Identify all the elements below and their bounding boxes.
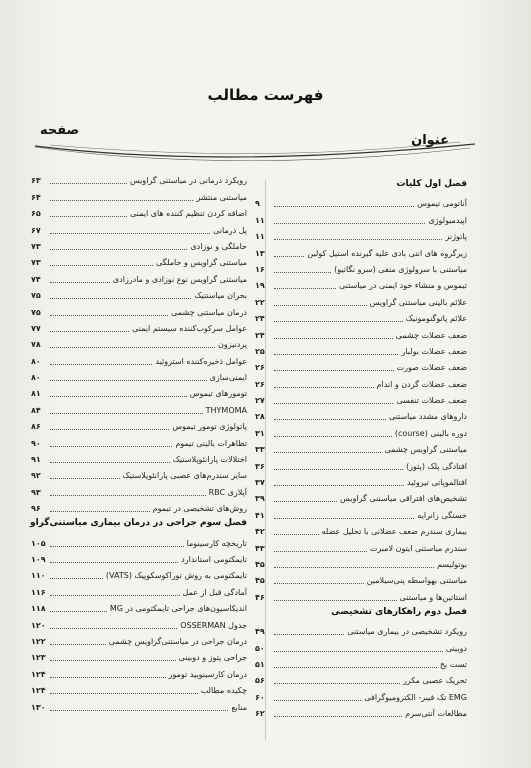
toc-entry — [255, 291, 467, 307]
entry-page-number: ۹ — [255, 199, 260, 209]
dot-leader — [274, 338, 393, 339]
page-column-header: صفحه — [40, 123, 80, 138]
dot-leader — [50, 546, 184, 547]
toc-entry — [255, 209, 467, 225]
dot-leader — [50, 628, 177, 629]
dot-leader — [50, 511, 150, 512]
entry-title: تایمکتومی به روش توراکوسکوپیک (VATS) — [105, 571, 247, 581]
page-title: فهرست مطالب — [207, 86, 324, 104]
toc-entry — [255, 193, 467, 209]
entry-title: پاتوژنز — [445, 232, 467, 242]
toc-entry — [31, 236, 247, 252]
dot-leader — [50, 446, 172, 447]
toc-entry — [31, 170, 247, 186]
entry-page-number: ۷۷ — [31, 323, 41, 333]
dot-leader — [274, 551, 367, 552]
entry-page-number: ۶۵ — [31, 209, 41, 219]
toc-entry — [31, 598, 247, 614]
entry-title: روش‌های تشخیصی در تیموم — [152, 504, 247, 514]
entry-page-number: ۲۶ — [255, 379, 265, 389]
toc-entry — [31, 581, 247, 597]
dot-leader — [274, 370, 394, 371]
entry-title: بیماری سندرم ضعف عضلانی با تحلیل عضله — [321, 527, 467, 537]
entry-page-number: ۷۸ — [31, 340, 41, 350]
toc-entry — [31, 219, 247, 235]
entry-title: پردنیزون — [218, 340, 247, 350]
toc-entry — [31, 449, 247, 465]
dot-leader — [274, 634, 344, 635]
dot-leader — [274, 667, 437, 668]
entry-title: میاستنی بهواسطه پنی‌سیلامین — [366, 576, 467, 586]
toc-entry — [255, 357, 467, 373]
toc-entry — [31, 647, 247, 663]
toc-entry — [31, 549, 247, 565]
entry-page-number: ۹۳ — [31, 487, 41, 497]
entry-title: میاستنی با سرولوژی منفی (سرو نگاتیو) — [334, 264, 467, 274]
entry-title: ضعف عضلات تنفسی — [396, 396, 467, 406]
entry-title: میاستنی منتشر — [196, 192, 247, 202]
entry-title: اندیکاسیون‌های جراحی تایمکتومی در MG — [109, 604, 247, 614]
dot-leader — [50, 380, 207, 381]
entry-page-number: ۱۱۸ — [31, 604, 46, 614]
dot-leader — [274, 436, 392, 437]
toc-entry — [31, 367, 247, 383]
toc-entry — [255, 439, 467, 455]
dot-leader — [50, 413, 203, 414]
dot-leader — [50, 282, 110, 283]
dot-leader — [274, 419, 386, 420]
entry-page-number: ۱۲۴ — [31, 669, 46, 679]
entry-title: دوبینی — [445, 643, 467, 653]
toc-entry — [31, 631, 247, 647]
toc-entry — [255, 670, 467, 686]
chapter-heading: فصل دوم راهکارهای تشخیصی — [331, 606, 467, 617]
toc-entry — [31, 465, 247, 481]
entry-page-number: ۳۶ — [255, 461, 265, 471]
dot-leader — [274, 305, 367, 306]
entry-page-number: ۶۷ — [31, 225, 41, 235]
dot-leader — [274, 354, 398, 355]
toc-entry — [255, 686, 467, 702]
dot-leader — [50, 183, 127, 184]
dot-leader — [274, 239, 442, 240]
entry-title: علائم بالینی میاستنی گراویس — [369, 297, 467, 307]
entry-page-number: ۷۴ — [31, 274, 41, 284]
dot-leader — [50, 562, 178, 563]
toc-entry — [255, 341, 467, 357]
toc-entry — [255, 324, 467, 340]
entry-title: ضعف عضلات صورت — [396, 363, 467, 373]
entry-title: تست یخ — [439, 659, 467, 669]
entry-title: ضعف عضلات چشمی — [395, 330, 467, 340]
entry-title: علائم پاتوگنومونیک — [405, 314, 467, 324]
dot-leader — [274, 651, 443, 652]
dot-leader — [274, 403, 393, 404]
entry-page-number: ۲۷ — [255, 396, 265, 406]
entry-title: ضعف عضلات گردن و اندام — [376, 379, 467, 389]
chapter-heading: فصل سوم جراحی در درمان بیماری میاستنی‌گراو — [29, 518, 247, 529]
entry-page-number: ۲۸ — [255, 412, 265, 422]
entry-page-number: ۴۲ — [255, 527, 265, 537]
entry-title: تشخیص‌های افتراقی میاستنی گراویس — [340, 494, 467, 504]
entry-title: افتادگی پلک (پتوز) — [406, 461, 467, 471]
entry-page-number: ۱۲۳ — [31, 653, 46, 663]
entry-page-number: ۱۲۴ — [31, 686, 46, 696]
dot-leader — [50, 578, 103, 579]
entry-page-number: ۵۶ — [255, 676, 265, 686]
entry-title: زیرگروه های انتی بادی علیه گیرنده استیل کولین — [307, 248, 467, 258]
toc-entry — [31, 252, 247, 268]
entry-page-number: ۸۰ — [31, 373, 41, 383]
dot-leader — [50, 495, 206, 496]
entry-page-number: ۶۳ — [31, 176, 41, 186]
entry-title: چکیده مطالب — [200, 686, 247, 696]
toc-entry — [255, 537, 467, 553]
entry-title: جراحی پتوز و دوبینی — [178, 653, 247, 663]
toc-entry — [255, 654, 467, 670]
entry-page-number: ۳۹ — [255, 494, 265, 504]
entry-page-number: ۳۱ — [255, 428, 265, 438]
dot-leader — [274, 272, 331, 273]
entry-title: جدول OSSERMAN — [180, 620, 247, 630]
entry-title: تظاهرات بالینی تیموم — [175, 438, 247, 448]
entry-title: EMG تک فیبر- الکترومیوگرافی — [364, 692, 467, 702]
entry-page-number: ۸۱ — [31, 389, 41, 399]
dot-leader — [274, 583, 364, 584]
toc-entry — [31, 696, 247, 712]
entry-title: تایمکتومی استاندارد — [181, 554, 247, 564]
entry-title: آپلازی RBC — [208, 487, 247, 497]
entry-page-number: ۱۱۶ — [31, 587, 46, 597]
entry-title: درمان کارسینویید تومور — [168, 669, 247, 679]
entry-page-number: ۵۰ — [255, 643, 265, 653]
toc-entry — [31, 498, 247, 514]
entry-title: خستگی زانرایه — [417, 510, 467, 520]
entry-page-number: ۱۰۵ — [31, 538, 46, 548]
dot-leader — [274, 683, 400, 684]
entry-title: رویکرد تشخیصی در بیماری میاستنی — [347, 627, 467, 637]
chapter-heading: فصل اول کلیات — [396, 179, 467, 189]
entry-page-number: ۸۰ — [31, 356, 41, 366]
entry-title: ایمنی‌سازی — [209, 373, 247, 383]
toc-entry — [255, 637, 467, 653]
entry-page-number: ۱۹ — [255, 281, 265, 291]
entry-page-number: ۴۵ — [255, 559, 265, 569]
entry-title: آناتومی تیموس — [417, 199, 467, 209]
entry-title: رویکرد درمانی در میاستنی گراویس — [129, 176, 247, 186]
entry-page-number: ۱۶ — [255, 264, 265, 274]
entry-page-number: ۹۲ — [31, 471, 41, 481]
entry-title: اضافه کردن تنظیم کننده های ایمنی — [130, 209, 247, 219]
entry-page-number: ۳۷ — [255, 478, 265, 488]
entry-title: میاستنی گراویس چشمی — [384, 445, 467, 455]
toc-entry — [31, 663, 247, 679]
entry-page-number: ۱۲۰ — [31, 620, 46, 630]
dot-leader — [50, 233, 210, 234]
dot-leader — [274, 387, 374, 388]
dot-leader — [50, 677, 166, 678]
dot-leader — [50, 331, 129, 332]
toc-entry — [31, 301, 247, 317]
entry-title: سندرم میاستنی ایتون لامبرت — [369, 543, 467, 553]
dot-leader — [50, 265, 153, 266]
toc-entry — [31, 399, 247, 415]
entry-title: منابع — [231, 702, 247, 712]
entry-title: آمادگی قبل از عمل — [182, 587, 247, 597]
entry-title: میاستنی گراویس نوع نوزادی و مادرزادی — [112, 274, 247, 284]
toc-entry — [31, 416, 247, 432]
toc-entry — [255, 472, 467, 488]
entry-page-number: ۹۰ — [31, 438, 41, 448]
entry-title: درمان جراحی در میاستنی‌گراویس چشمی — [108, 636, 247, 646]
toc-entry — [255, 406, 467, 422]
dot-leader — [274, 567, 434, 568]
dot-leader — [50, 200, 193, 201]
toc-right-column — [255, 175, 467, 719]
entry-title: تومورهای تیموس — [189, 389, 247, 399]
entry-page-number: ۷۵ — [31, 291, 41, 301]
entry-page-number: ۷۵ — [31, 307, 41, 317]
toc-entry — [255, 422, 467, 438]
decorative-swoosh — [30, 138, 480, 168]
dot-leader — [50, 347, 215, 348]
toc-entry — [31, 350, 247, 366]
toc-entry — [255, 570, 467, 586]
dot-leader — [50, 298, 191, 299]
entry-title: عوامل ذخیره‌کننده استروئید — [155, 356, 247, 366]
entry-page-number: ۸۴ — [31, 405, 41, 415]
entry-page-number: ۴۶ — [255, 592, 265, 602]
entry-title: افتالموپاتی تیروئید — [407, 478, 467, 488]
entry-title: مطالعات آنتی‌سرم — [405, 709, 467, 719]
entry-title: حاملگی و نوزادی — [190, 241, 247, 251]
dot-leader — [274, 223, 425, 224]
dot-leader — [274, 485, 404, 486]
dot-leader — [50, 478, 120, 479]
dot-leader — [50, 249, 187, 250]
toc-entry — [31, 334, 247, 350]
entry-title: درمان میاستنی چشمی — [171, 307, 247, 317]
entry-title: ضعف عضلات بولبار — [401, 346, 467, 356]
toc-entry — [255, 504, 467, 520]
dot-leader — [50, 429, 169, 430]
entry-page-number: ۴۹ — [255, 627, 265, 637]
entry-page-number: ۹۱ — [31, 455, 41, 465]
entry-title: بحران میاستنیک — [194, 291, 247, 301]
entry-page-number: ۲۶ — [255, 363, 265, 373]
entry-page-number: ۴۳ — [255, 543, 265, 553]
dot-leader — [50, 364, 152, 365]
entry-title: بوتولیسم — [436, 559, 467, 569]
toc-entry — [255, 242, 467, 258]
toc-entry — [255, 308, 467, 324]
dot-leader — [274, 206, 414, 207]
entry-page-number: ۱۲۲ — [31, 636, 46, 646]
dot-leader — [274, 288, 336, 289]
dot-leader — [50, 644, 106, 645]
entry-title: میاستنی گراویس و حاملگی — [156, 258, 247, 268]
toc-entry — [31, 481, 247, 497]
dot-leader — [50, 611, 107, 612]
entry-page-number: ۲۵ — [255, 346, 265, 356]
dot-leader — [50, 462, 170, 463]
toc-entry — [31, 186, 247, 202]
toc-entry — [255, 275, 467, 291]
toc-entry — [31, 532, 247, 548]
dot-leader — [50, 595, 180, 596]
entry-title: تیموس و منشاء خود ایمنی در میاستنی — [339, 281, 467, 291]
toc-entry — [31, 268, 247, 284]
entry-page-number: ۱۱۰ — [31, 571, 46, 581]
toc-entry — [255, 488, 467, 504]
title-column-header: عنوان — [411, 133, 449, 148]
toc-entry — [255, 703, 467, 719]
toc-entry — [255, 226, 467, 242]
entry-page-number: ۲۴ — [255, 314, 265, 324]
entry-page-number: ۴۵ — [255, 576, 265, 586]
dot-leader — [274, 534, 319, 535]
toc-entry — [255, 259, 467, 275]
dot-leader — [274, 469, 403, 470]
dot-leader — [274, 600, 397, 601]
entry-title: سایر سندرم‌های عصبی پارانئوپلاستیک — [122, 471, 247, 481]
entry-title: تحریک عصبی مکرر — [402, 676, 467, 686]
toc-entry — [255, 621, 467, 637]
entry-page-number: ۸۶ — [31, 422, 41, 432]
dot-leader — [274, 501, 337, 502]
entry-title: تاریخچه کارسینوما — [186, 538, 247, 548]
entry-page-number: ۷۳ — [31, 241, 41, 251]
toc-entry — [31, 680, 247, 696]
toc-entry — [31, 383, 247, 399]
entry-page-number: ۲۴ — [255, 330, 265, 340]
entry-page-number: ۳۳ — [255, 445, 265, 455]
entry-title: دوره بالینی (course) — [394, 428, 467, 438]
entry-title: پاتولوژی تومور تیموس — [172, 422, 247, 432]
entry-page-number: ۱۳ — [255, 248, 265, 258]
entry-page-number: ۵۱ — [255, 659, 265, 669]
dot-leader — [50, 710, 228, 711]
toc-entry — [255, 455, 467, 471]
entry-title: THYMOMA — [205, 405, 247, 415]
entry-page-number: ۴۱ — [255, 510, 265, 520]
entry-page-number: ۶۲ — [255, 709, 265, 719]
toc-entry — [31, 614, 247, 630]
entry-title: عوامل سرکوب‌کننده سیستم ایمنی — [132, 323, 247, 333]
toc-entry — [255, 554, 467, 570]
dot-leader — [274, 716, 402, 717]
dot-leader — [274, 321, 403, 322]
dot-leader — [50, 216, 127, 217]
toc-entry — [255, 586, 467, 602]
toc-entry — [31, 203, 247, 219]
entry-page-number: ۶۰ — [255, 692, 265, 702]
dot-leader — [50, 693, 198, 694]
entry-title: اپیدمیولوژی — [428, 215, 467, 225]
toc-entry — [255, 373, 467, 389]
entry-title: داروهای مشدد میاستنی — [388, 412, 467, 422]
toc-left-column — [31, 170, 247, 713]
entry-page-number: ۹۶ — [31, 504, 41, 514]
entry-page-number: ۶۴ — [31, 192, 41, 202]
toc-entry — [255, 521, 467, 537]
dot-leader — [274, 518, 414, 519]
toc-entry — [31, 565, 247, 581]
entry-title: اختلالات پارانئوپلاستیک — [172, 455, 247, 465]
entry-page-number: ۱۱ — [255, 232, 265, 242]
entry-page-number: ۲۲ — [255, 297, 265, 307]
toc-entry — [31, 318, 247, 334]
dot-leader — [50, 315, 168, 316]
entry-title: استاتین‌ها و میاستنی — [399, 592, 467, 602]
toc-entry — [31, 285, 247, 301]
entry-page-number: ۷۳ — [31, 258, 41, 268]
dot-leader — [274, 256, 304, 257]
entry-page-number: ۱۱ — [255, 215, 265, 225]
entry-page-number: ۱۳۰ — [31, 702, 46, 712]
toc-entry — [255, 390, 467, 406]
entry-page-number: ۱۰۹ — [31, 554, 46, 564]
dot-leader — [274, 452, 381, 453]
dot-leader — [50, 396, 187, 397]
entry-title: پل درمانی — [213, 225, 247, 235]
toc-entry — [31, 432, 247, 448]
dot-leader — [274, 700, 361, 701]
dot-leader — [50, 660, 176, 661]
